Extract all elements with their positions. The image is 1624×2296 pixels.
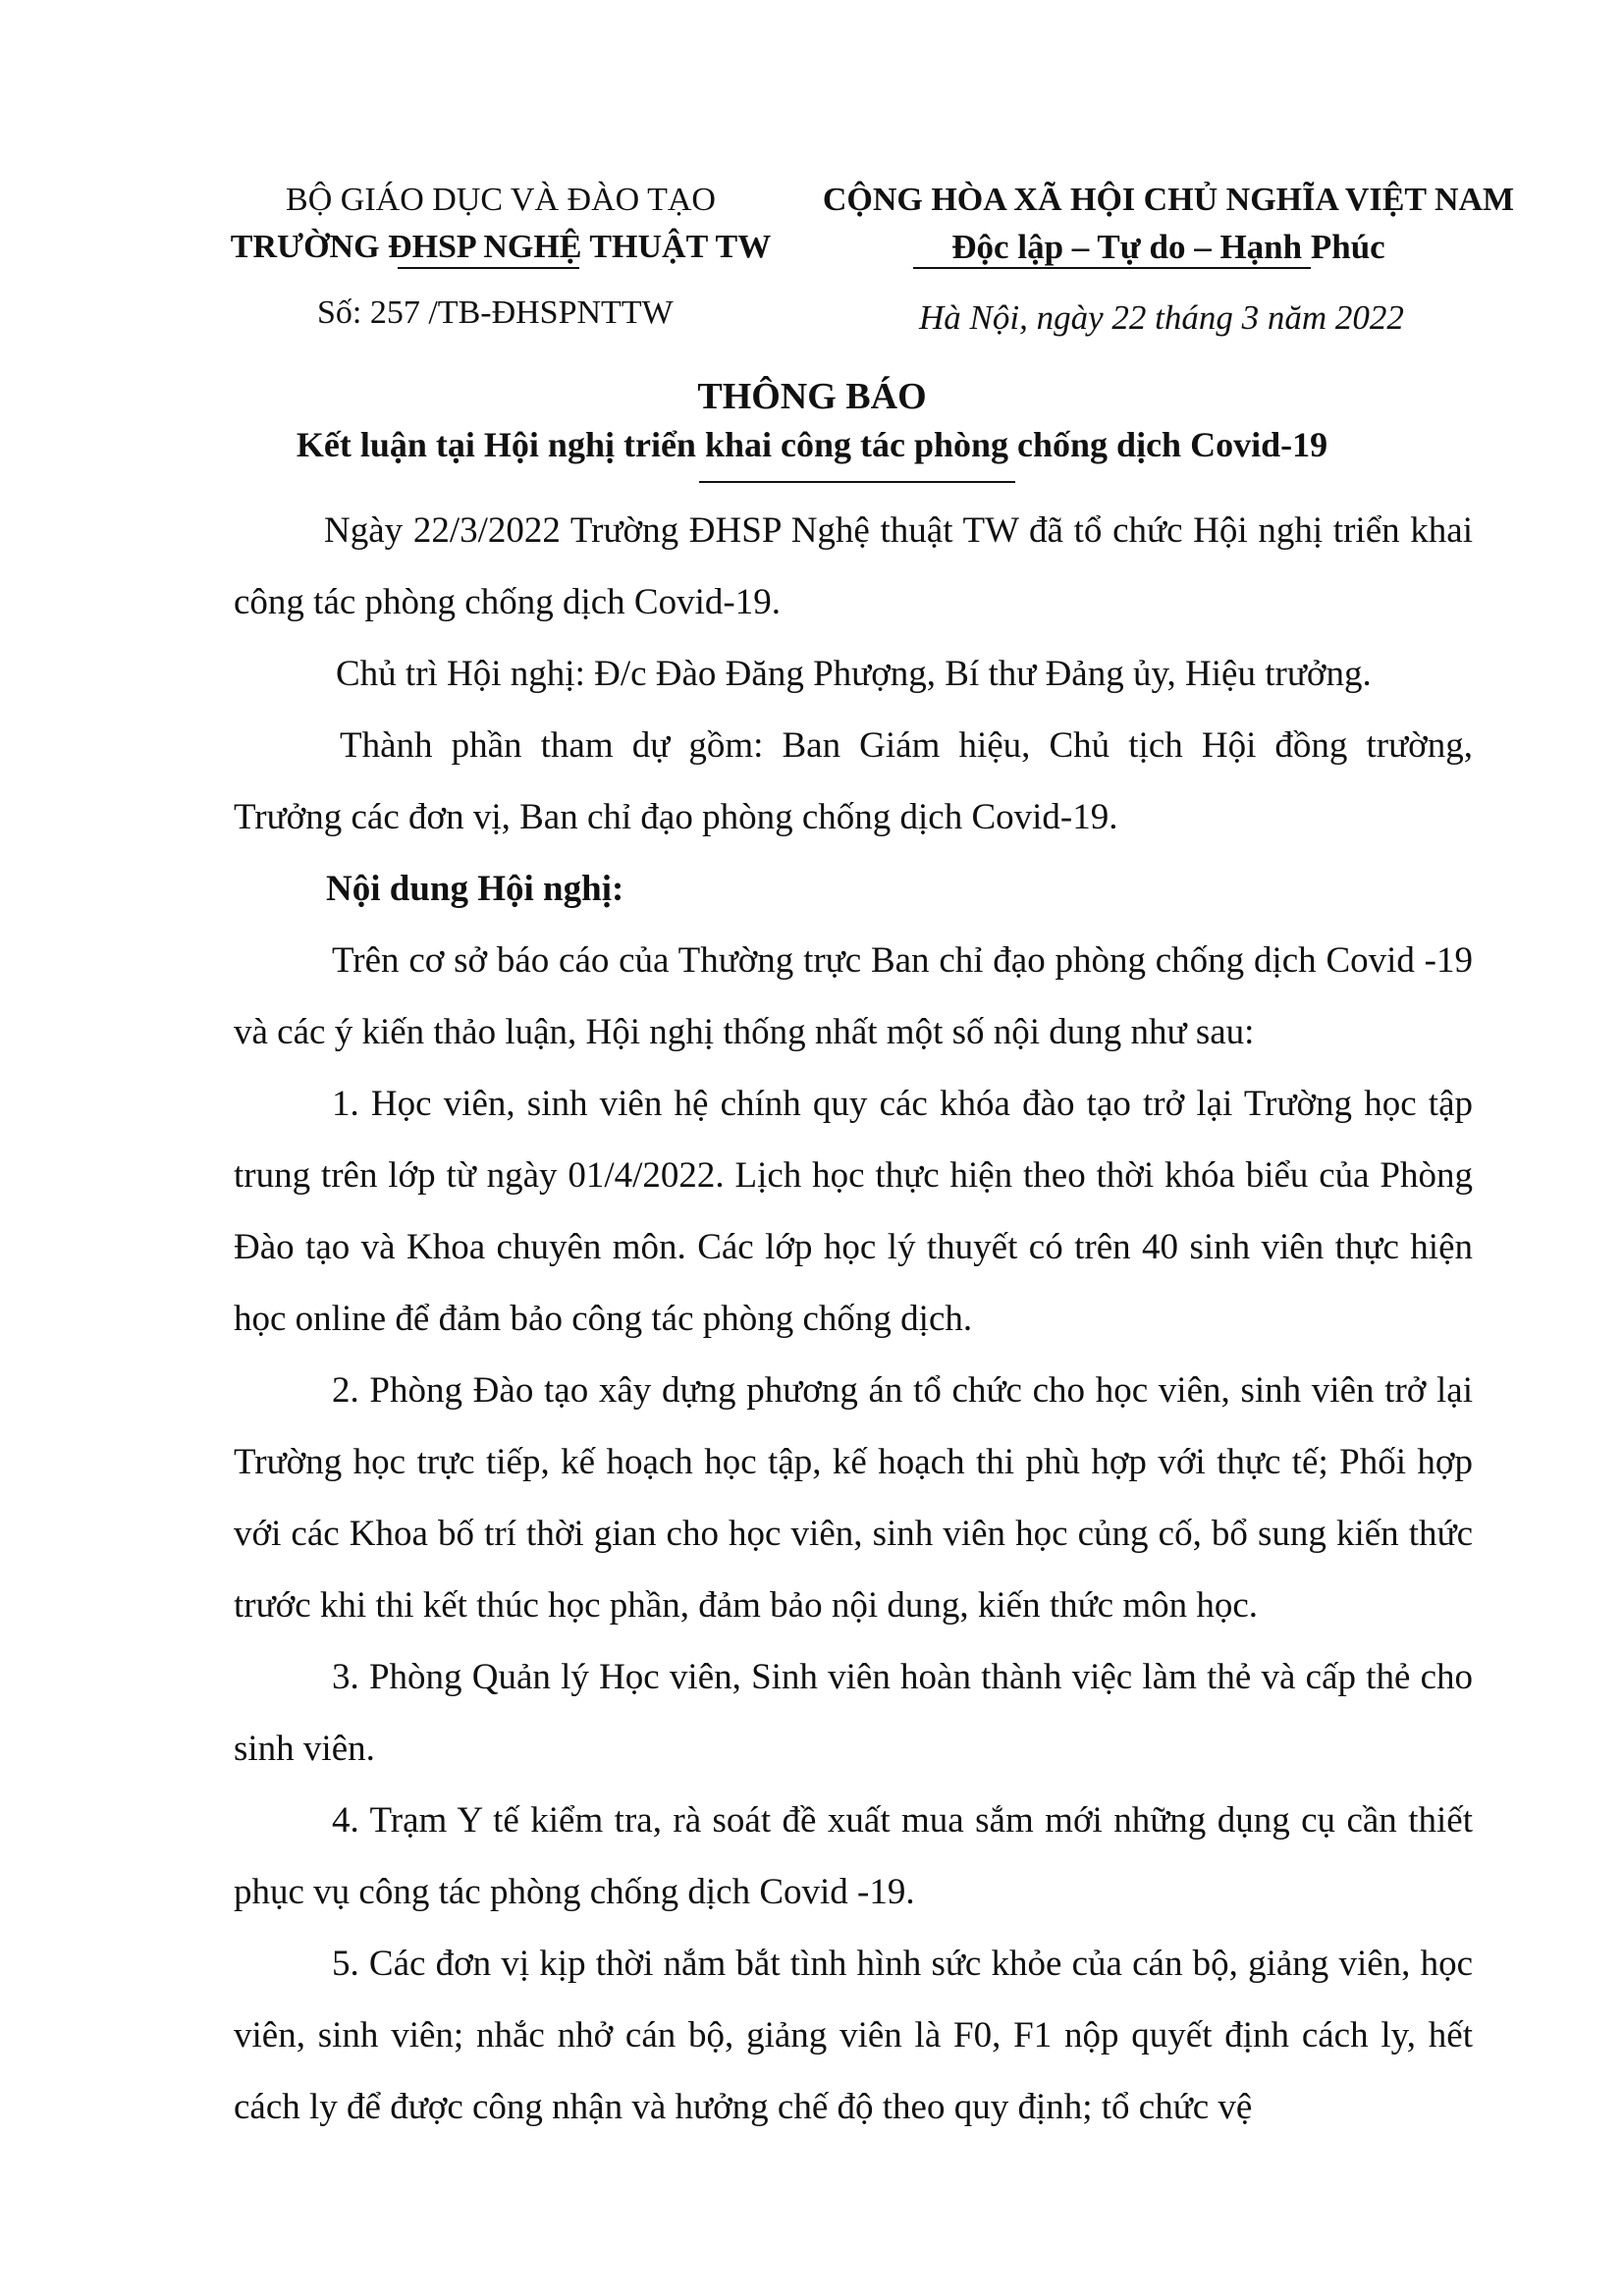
- school-underline: [398, 267, 579, 269]
- header-left: [196, 177, 805, 271]
- list-item-2: 2. Phòng Đào tạo xây dựng phương án tổ chức cho học viên, sinh viên trở lại Trường học trực tiếp, kế hoạch học tập, kế hoạch thi phù hợp với thực tế; Phối hợp với các Khoa bố trí thời gian cho học viên, sinh viên học củng cố, bổ sung kiến thức trước khi thi kết thúc học phần, đảm bảo nội dung, kiến thức môn học.: [234, 1370, 1473, 1626]
- country-name: CỘNG HÒA XÃ HỘI CHỦ NGHĨA VIỆT NAM: [822, 182, 1515, 218]
- list-item-5: 5. Các đơn vị kịp thời nắm bắt tình hình sức khỏe của cán bộ, giảng viên, học viên, sinh viên; nhắc nhở cán bộ, giảng viên là F0, F1 nộp quyết định cách ly, hết cách ly để được công nhận và hưởng chế độ theo quy định; tổ chức vệ: [234, 1944, 1473, 2127]
- document-body: [234, 495, 1473, 2143]
- list-item-1: 1. Học viên, sinh viên hệ chính quy các khóa đào tạo trở lại Trường học tập trung trên lớp từ ngày 01/4/2022. Lịch học thực hiện theo thời khóa biểu của Phòng Đào tạo và Khoa chuyên môn. Các lớp học lý thuyết có trên 40 sinh viên thực hiện học online để đảm bảo công tác phòng chống dịch.: [234, 1084, 1473, 1339]
- place-date: Hà Nội, ngày 22 tháng 3 năm 2022: [919, 298, 1404, 337]
- paragraph-chair: Chủ trì Hội nghị: Đ/c Đào Đăng Phượng, Bí thư Đảng ủy, Hiệu trưởng.: [336, 654, 1372, 694]
- paragraph-attendees: Thành phần tham dự gồm: Ban Giám hiệu, Chủ tịch Hội đồng trường, Trưởng các đơn vị, Ban chỉ đạo phòng chống dịch Covid-19.: [234, 725, 1473, 837]
- header-right: [815, 177, 1522, 271]
- school-name: TRƯỜNG ĐHSP NGHỆ THUẬT TW: [230, 229, 772, 265]
- list-item-4: 4. Trạm Y tế kiểm tra, rà soát đề xuất mua sắm mới những dụng cụ cần thiết phục vụ công tác phòng chống dịch Covid -19.: [234, 1800, 1473, 1912]
- paragraph-intro: Ngày 22/3/2022 Trường ĐHSP Nghệ thuật TW đã tổ chức Hội nghị triển khai công tác phòng chống dịch Covid-19.: [234, 510, 1473, 622]
- ministry-name: BỘ GIÁO DỤC VÀ ĐÀO TẠO: [286, 182, 716, 218]
- document-number: Số: 257 /TB-ĐHSPNTTW: [317, 294, 674, 331]
- paragraph-basis: Trên cơ sở báo cáo của Thường trực Ban chỉ đạo phòng chống dịch Covid -19 và các ý kiến thảo luận, Hội nghị thống nhất một số nội dung như sau:: [234, 940, 1473, 1052]
- title-underline: [699, 481, 1015, 483]
- list-item-3: 3. Phòng Quản lý Học viên, Sinh viên hoàn thành việc làm thẻ và cấp thẻ cho sinh viên.: [234, 1657, 1473, 1769]
- document-subtitle: Kết luận tại Hội nghị triển khai công tác phòng chống dịch Covid-19: [296, 425, 1328, 464]
- section-heading: Nội dung Hội nghị:: [326, 869, 624, 909]
- national-motto: Độc lập – Tự do – Hạnh Phúc: [951, 228, 1385, 266]
- document-title: THÔNG BÁO: [697, 376, 927, 417]
- motto-underline: [913, 267, 1311, 269]
